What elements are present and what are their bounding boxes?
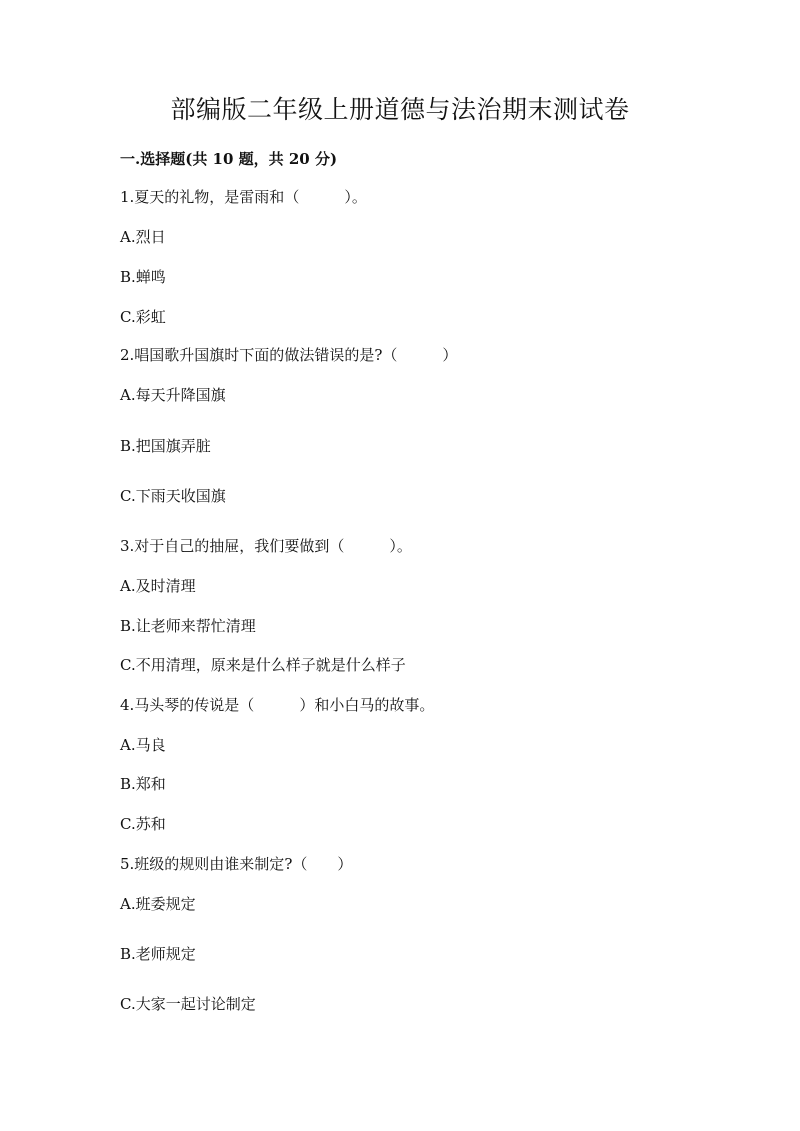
question-4-stem: 4.马头琴的传说是（ ）和小白马的故事。 <box>120 696 435 714</box>
question-1-option-a: A.烈日 <box>120 228 166 246</box>
question-4-option-a: A.马良 <box>120 736 166 754</box>
question-4-option-b: B.郑和 <box>120 775 166 793</box>
question-2-option-b: B.把国旗弄脏 <box>120 437 211 455</box>
section-heading: 一.选择题(共 10 题，共 20 分) <box>120 150 338 168</box>
question-2-option-c: C.下雨天收国旗 <box>120 487 226 505</box>
question-3-option-b: B.让老师来帮忙清理 <box>120 617 256 635</box>
question-1-stem: 1.夏天的礼物，是雷雨和（ ）。 <box>120 188 367 206</box>
question-2-stem: 2.唱国歌升国旗时下面的做法错误的是?（ ） <box>120 346 458 364</box>
question-5-option-b: B.老师规定 <box>120 945 196 963</box>
question-3-stem: 3.对于自己的抽屉，我们要做到（ ）。 <box>120 537 412 555</box>
question-1-option-c: C.彩虹 <box>120 308 166 326</box>
question-4-option-c: C.苏和 <box>120 815 166 833</box>
question-2-option-a: A.每天升降国旗 <box>120 386 226 404</box>
question-5-stem: 5.班级的规则由谁来制定?（ ） <box>120 855 353 873</box>
question-5-option-c: C.大家一起讨论制定 <box>120 995 256 1013</box>
question-3-option-c: C.不用清理，原来是什么样子就是什么样子 <box>120 656 406 674</box>
page-title: 部编版二年级上册道德与法治期末测试卷 <box>170 95 630 124</box>
question-3-option-a: A.及时清理 <box>120 577 196 595</box>
question-1-option-b: B.蝉鸣 <box>120 268 166 286</box>
question-5-option-a: A.班委规定 <box>120 895 196 913</box>
